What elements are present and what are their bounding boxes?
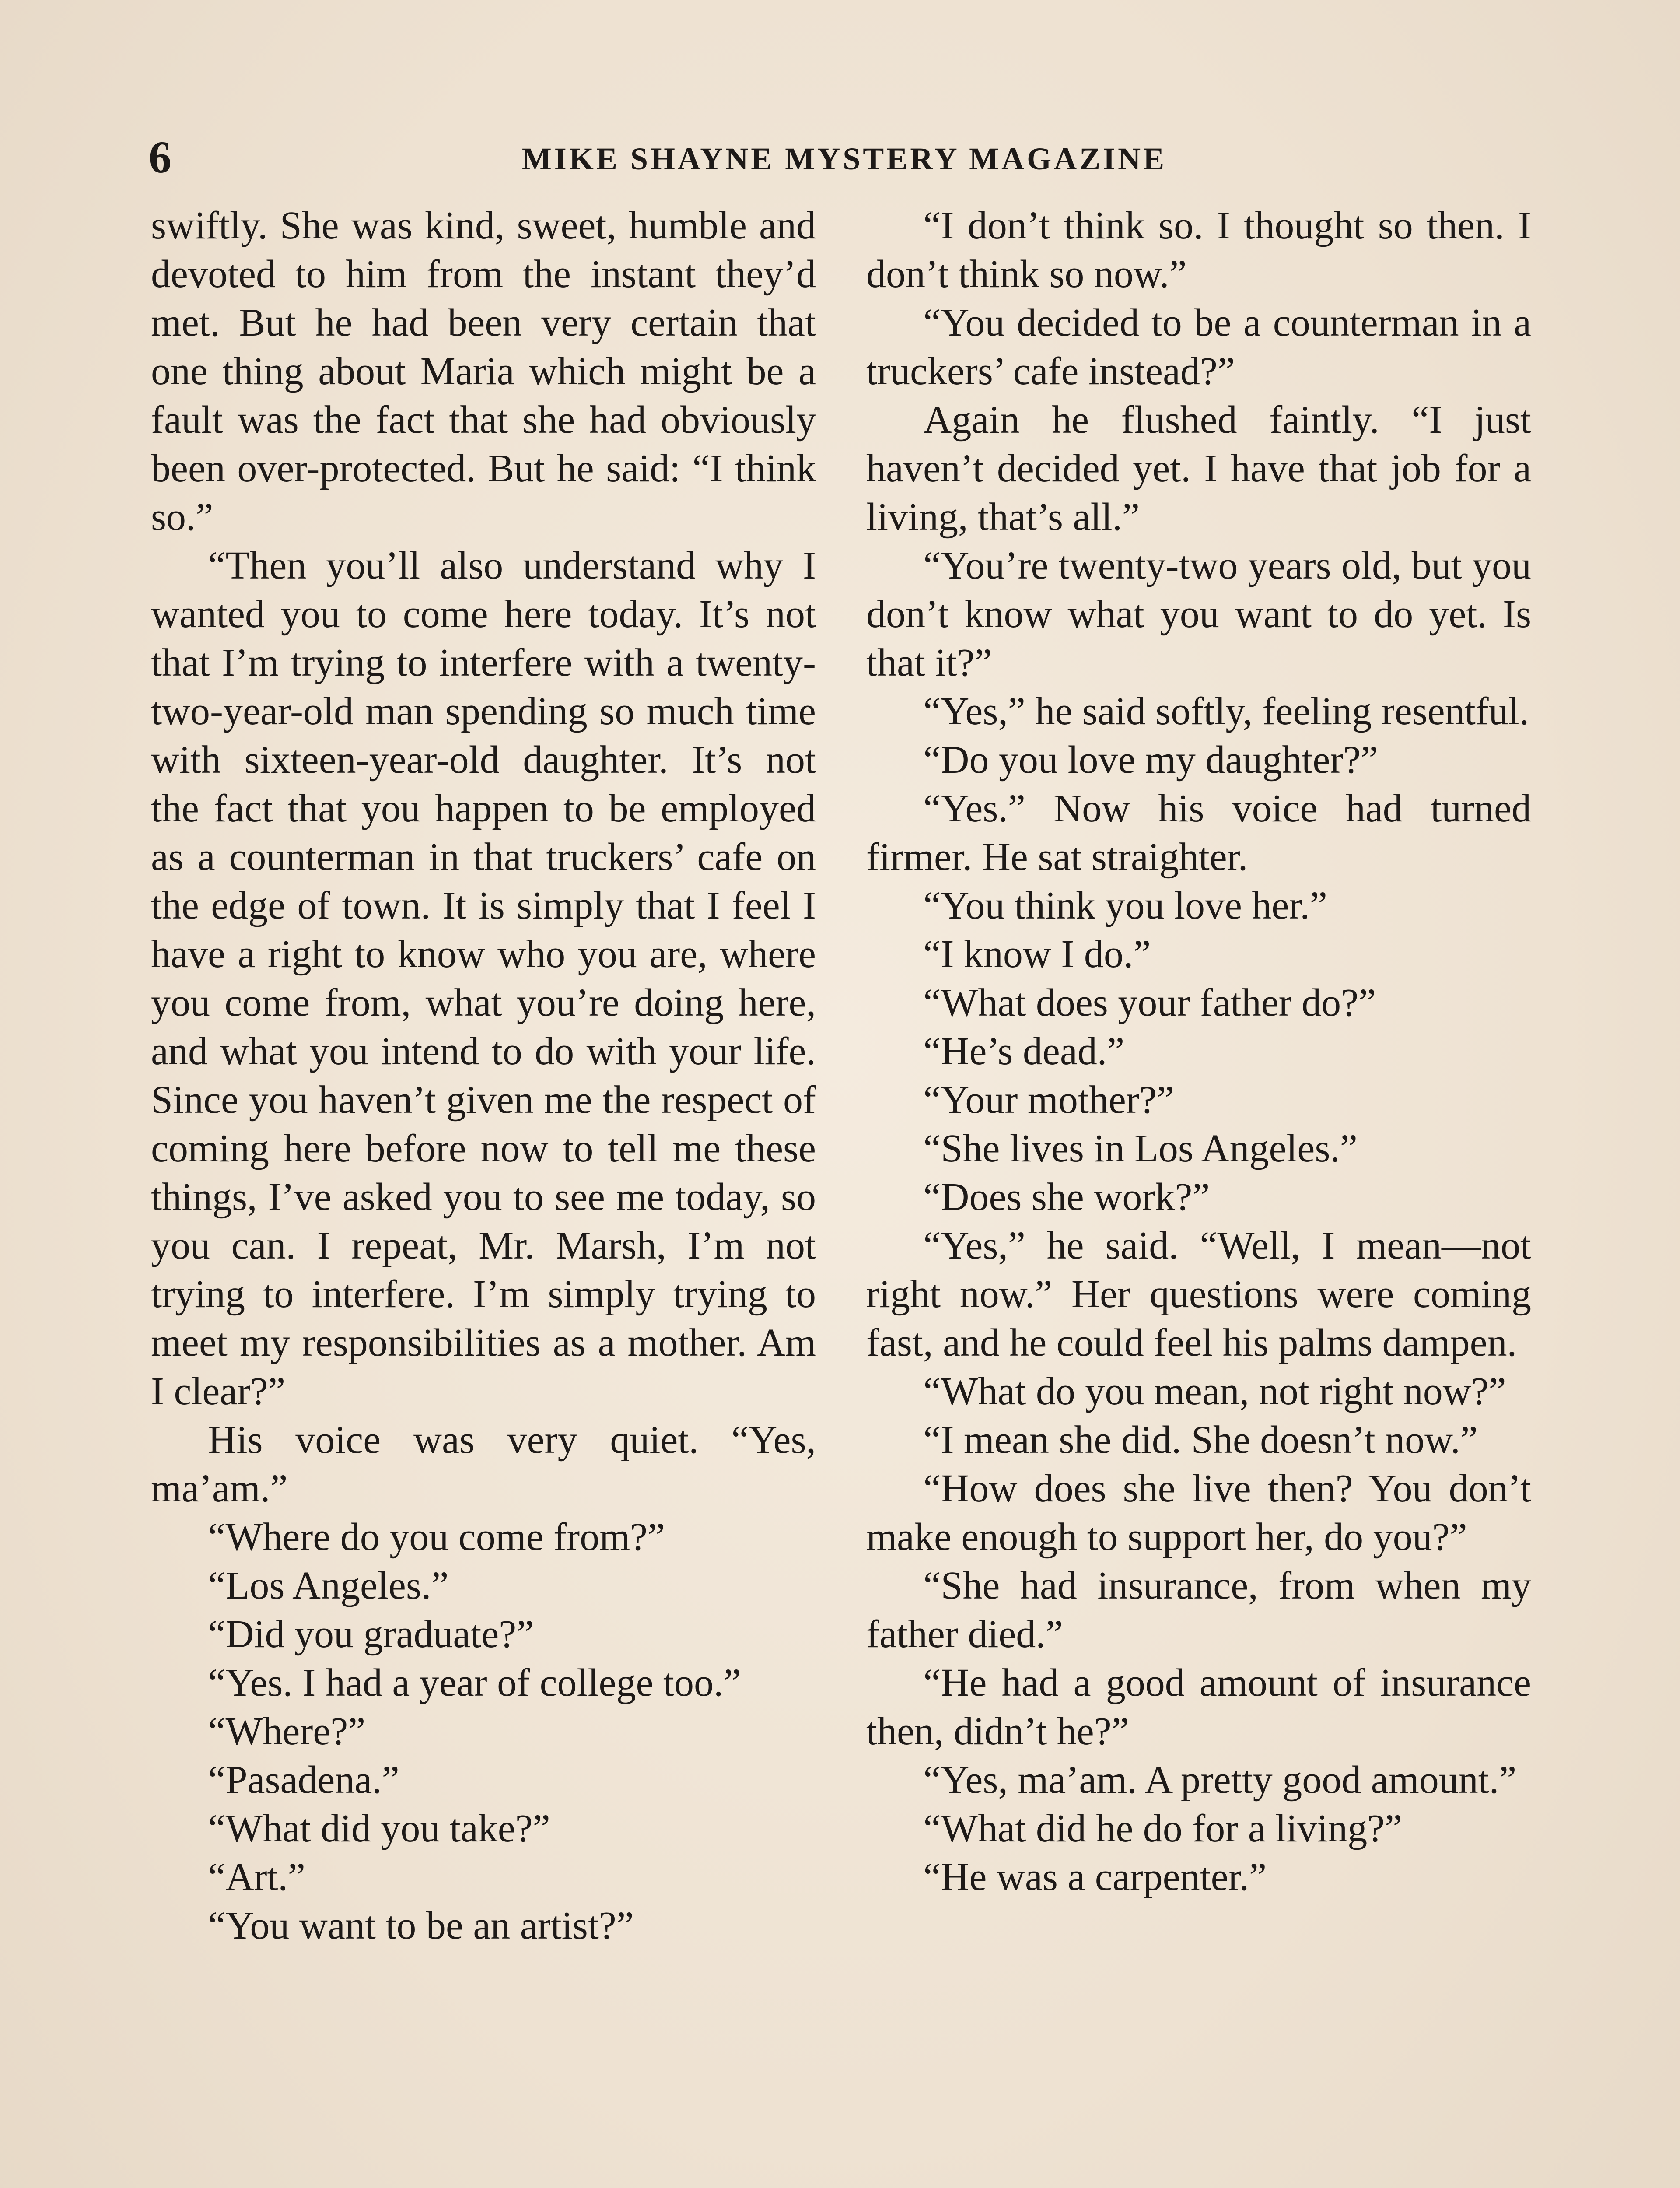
text-columns xyxy=(151,201,1529,2188)
paragraph: “He was a carpenter.” xyxy=(923,1855,1267,1899)
page-number: 6 xyxy=(149,132,172,182)
paragraph: “You decided to be a counterman in a truckers’ cafe instead?” xyxy=(866,301,1531,393)
paragraph: swiftly. She was kind, sweet, humble and devoted to him from the instant they’d met. But he had been very certain that one thing about Maria which might be a fault was the fact that she had obviously been over-protected. But he said: “I think so.” xyxy=(151,204,816,539)
paragraph: “Yes. I had a year of college too.” xyxy=(208,1661,741,1704)
paragraph: “What did you take?” xyxy=(208,1807,550,1850)
paragraph: “What did he do for a living?” xyxy=(923,1807,1403,1850)
paragraph: “I know I do.” xyxy=(923,933,1151,976)
paragraph: “Your mother?” xyxy=(923,1078,1174,1122)
paragraph: “Did you graduate?” xyxy=(208,1613,534,1656)
paragraph: “What does your father do?” xyxy=(923,981,1376,1024)
paragraph: “Pasadena.” xyxy=(208,1758,399,1802)
paragraph: “Where do you come from?” xyxy=(208,1515,665,1559)
paragraph: “You’re twenty-two years old, but you don’t know what you want to do yet. Is that it?” xyxy=(866,544,1531,684)
paragraph: “Then you’ll also understand why I wanted you to come here today. It’s not that I’m trying to interfere with a twenty-two-year-old man spending so much time with sixteen-year-old daughter. It’s not the fact that you happen to be employed as a counterman in that truckers’ cafe on the edge of town. It is simply that I feel I have a right to know who you are, where you come from, what you’re doing here, and what you intend to do with your life. Since you haven’t given me the respect of coming here before now to tell me these things, I’ve asked you to see me today, so you can. I repeat, Mr. Marsh, I’m not trying to interfere. I’m simply trying to meet my responsibilities as a mother. Am I clear?” xyxy=(151,544,816,1413)
paragraph: “He had a good amount of insurance then, didn’t he?” xyxy=(866,1661,1531,1753)
paragraph: “Yes, ma’am. A pretty good amount.” xyxy=(923,1758,1517,1802)
running-title: MIKE SHAYNE MYSTERY MAGAZINE xyxy=(522,141,1167,176)
paragraph: “You want to be an artist?” xyxy=(208,1904,634,1947)
paragraph: “Yes.” Now his voice had turned firmer. He sat straighter. xyxy=(866,787,1531,879)
paragraph: “She lives in Los Angeles.” xyxy=(923,1127,1358,1170)
paragraph: “What do you mean, not right now?” xyxy=(923,1370,1506,1413)
paragraph: “Yes,” he said. “Well, I mean—not right now.” Her questions were coming fast, and he could feel his palms dampen. xyxy=(866,1224,1531,1364)
paragraph: “How does she live then? You don’t make enough to support her, do you?” xyxy=(866,1467,1531,1559)
right-column xyxy=(866,201,1531,1901)
paragraph: Again he flushed faintly. “I just haven’t decided yet. I have that job for a living, that’s all.” xyxy=(866,398,1531,539)
paragraph: “I don’t think so. I thought so then. I don’t think so now.” xyxy=(866,204,1531,296)
paragraph: “Does she work?” xyxy=(923,1175,1210,1219)
paragraph: “Yes,” he said softly, feeling resentful. xyxy=(923,690,1530,733)
paragraph: “Los Angeles.” xyxy=(208,1564,449,1607)
page-header xyxy=(149,131,1540,188)
paragraph: “Where?” xyxy=(208,1710,366,1753)
paragraph: “Do you love my daughter?” xyxy=(923,738,1379,782)
paragraph: “I mean she did. She doesn’t now.” xyxy=(923,1418,1478,1462)
paragraph: “Art.” xyxy=(208,1855,305,1899)
paragraph: His voice was very quiet. “Yes, ma’am.” xyxy=(151,1418,816,1510)
left-column xyxy=(151,201,816,1950)
paragraph: “She had insurance, from when my father died.” xyxy=(866,1564,1531,1656)
paragraph: “You think you love her.” xyxy=(923,884,1327,927)
paragraph: “He’s dead.” xyxy=(923,1030,1125,1073)
